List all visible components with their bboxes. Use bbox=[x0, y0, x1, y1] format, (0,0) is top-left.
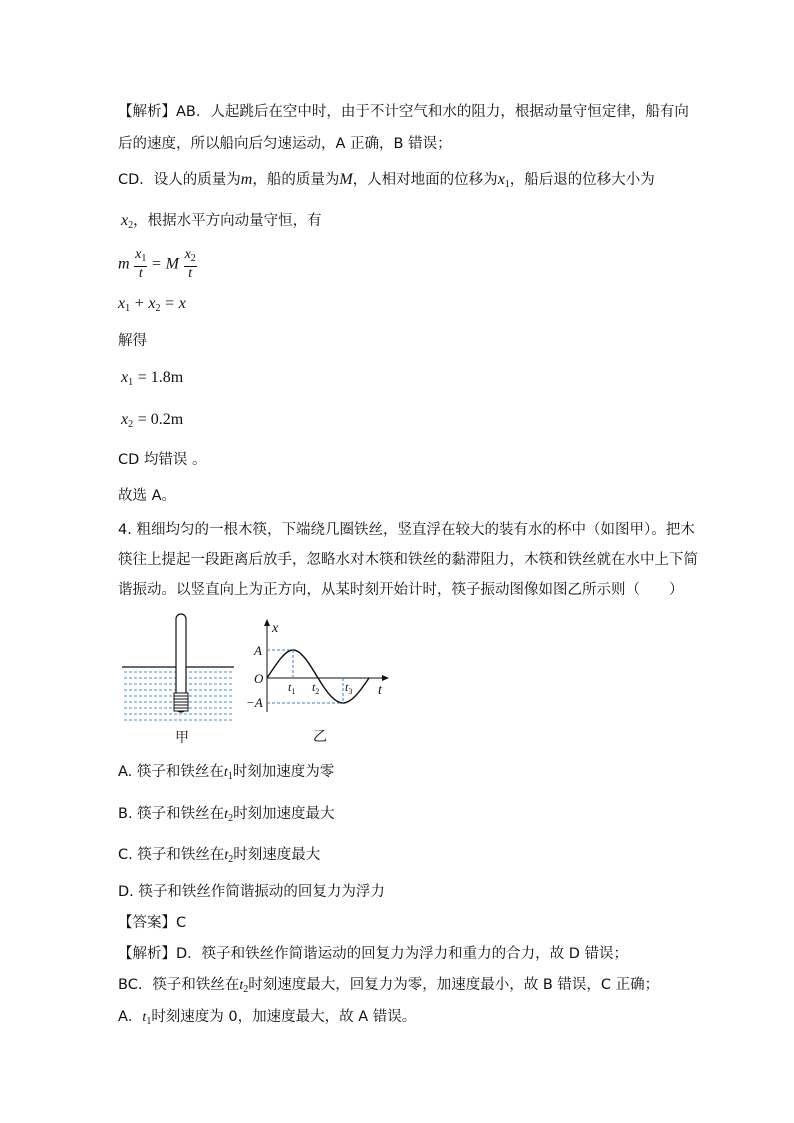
option-b-sub: 2 bbox=[228, 813, 234, 824]
analysis-ab-line-1 bbox=[118, 102, 689, 122]
result-x1 bbox=[121, 368, 183, 393]
option-d[interactable]: D. 筷子和铁丝作简谐振动的回复力为浮力 bbox=[118, 884, 385, 900]
eq2-b-base: x bbox=[148, 295, 156, 312]
result-x2-base: x bbox=[121, 411, 129, 428]
cd-text-a: CD．设人的质量为 bbox=[118, 172, 241, 188]
solve-label: 解得 bbox=[118, 333, 147, 349]
analysis-bc-sub: 2 bbox=[243, 984, 249, 995]
result-x2 bbox=[121, 410, 183, 435]
equation-sum bbox=[118, 294, 186, 319]
var-x1 bbox=[498, 171, 510, 188]
option-b-post: 时刻加速度最大 bbox=[233, 806, 335, 822]
analysis-bc-t: t bbox=[239, 978, 244, 993]
option-b-time bbox=[224, 807, 233, 822]
t2-base: t bbox=[312, 680, 316, 694]
label-A: A bbox=[254, 643, 262, 658]
x2-tail-text: ，根据水平方向动量守恒，有 bbox=[133, 213, 322, 229]
option-c-pre: C. 筷子和铁丝在 bbox=[118, 847, 225, 863]
result-x1-base: x bbox=[121, 369, 129, 386]
result-x1-var bbox=[121, 369, 133, 386]
option-a-pre: A. 筷子和铁丝在 bbox=[118, 764, 224, 780]
eq2-plus: + bbox=[134, 295, 144, 312]
eq2-a-base: x bbox=[118, 295, 126, 312]
t1-sub: 1 bbox=[291, 687, 296, 696]
result-x1-sub: 1 bbox=[128, 377, 134, 388]
t3-sub: 3 bbox=[348, 687, 353, 696]
result-x2-sub: 2 bbox=[128, 419, 134, 430]
choose-line: 故选 A。 bbox=[118, 488, 177, 504]
label-t3 bbox=[345, 680, 352, 696]
var-x2-sub: 2 bbox=[128, 220, 134, 231]
eq1-frac-2 bbox=[184, 248, 197, 281]
eq2-b bbox=[148, 295, 160, 312]
eq1-equals: = bbox=[152, 255, 162, 273]
eq1-frac-1 bbox=[134, 248, 147, 281]
var-m: m bbox=[240, 171, 253, 188]
analysis-cd-line bbox=[118, 170, 655, 195]
analysis-a-t: t bbox=[142, 1010, 147, 1025]
analysis-ab-text-1: AB．人起跳后在空中时，由于不计空气和水的阻力，根据动量守恒定律，船有向 bbox=[176, 104, 689, 120]
var-x2 bbox=[121, 212, 133, 229]
equation-momentum bbox=[118, 248, 197, 281]
option-c-t: t bbox=[224, 848, 229, 863]
option-a-time bbox=[224, 765, 233, 780]
var-M: M bbox=[339, 171, 353, 188]
q4-stem-line-2: 筷往上提起一段距离后放手，忽略水对木筷和铁丝的黏滞阻力，木筷和铁丝就在水中上下简 bbox=[118, 552, 698, 568]
label-t2 bbox=[312, 680, 319, 696]
t-axis-arrowhead bbox=[382, 675, 389, 681]
eq1-num2: x bbox=[184, 247, 191, 262]
figure-yi bbox=[245, 616, 395, 744]
option-c[interactable] bbox=[118, 845, 320, 870]
eq1-m: m bbox=[118, 255, 130, 273]
option-c-post: 时刻速度最大 bbox=[233, 847, 321, 863]
answer-line: 【答案】C bbox=[118, 915, 187, 931]
figure-yi-label: 乙 bbox=[313, 730, 327, 744]
analysis-bc-pre: BC．筷子和铁丝在 bbox=[118, 977, 240, 993]
eq1-num1: x bbox=[135, 247, 142, 262]
analysis-ab-line-2: 后的速度，所以船向后匀速运动，A 正确，B 错误； bbox=[118, 136, 452, 152]
analysis-a-time bbox=[142, 1010, 151, 1025]
cd-wrong-line: CD 均错误 。 bbox=[118, 452, 207, 468]
t3-base: t bbox=[345, 680, 349, 694]
eq1-den2: t bbox=[188, 266, 193, 281]
analysis-bc-post: 时刻速度最大，回复力为零，加速度最小，故 B 错误，C 正确； bbox=[248, 977, 660, 993]
var-x2-base: x bbox=[121, 212, 129, 229]
analysis-bc-time bbox=[239, 978, 248, 993]
eq2-c: x bbox=[178, 295, 186, 312]
eq1-num2-sub: 2 bbox=[190, 253, 196, 264]
var-x1-base: x bbox=[497, 171, 505, 188]
figure-jia-label: 甲 bbox=[175, 731, 189, 746]
cd-text-c: ，人相对地面的位移为 bbox=[352, 172, 498, 188]
analysis-label: 【解析】 bbox=[118, 104, 176, 120]
analysis-a-sub: 1 bbox=[146, 1016, 152, 1027]
option-b-pre: B. 筷子和铁丝在 bbox=[118, 806, 225, 822]
option-c-time bbox=[224, 848, 233, 863]
iron-wire-coil bbox=[174, 693, 188, 711]
result-x2-var bbox=[121, 411, 133, 428]
t2-sub: 2 bbox=[315, 687, 320, 696]
analysis-a-pre: A． bbox=[118, 1009, 143, 1025]
eq2-equals: = bbox=[165, 295, 175, 312]
cd-text-b: ，船的质量为 bbox=[252, 172, 340, 188]
eq1-M: M bbox=[165, 255, 179, 273]
axis-t-label: t bbox=[378, 683, 382, 698]
var-x1-sub: 1 bbox=[504, 179, 510, 190]
x2-line bbox=[121, 211, 322, 236]
eq2-a-sub: 1 bbox=[125, 303, 131, 314]
analysis-d-line: 【解析】D．筷子和铁丝作简谐运动的回复力为浮力和重力的合力，故 D 错误； bbox=[118, 946, 629, 962]
axis-x-label: x bbox=[272, 621, 279, 636]
eq1-frac-2-num bbox=[184, 248, 197, 267]
eq1-den1: t bbox=[138, 266, 143, 281]
option-a-post: 时刻加速度为零 bbox=[232, 764, 335, 780]
analysis-a-post: 时刻速度为 0，加速度最大，故 A 错误。 bbox=[151, 1009, 417, 1025]
x-axis-arrowhead bbox=[264, 619, 270, 626]
result-x2-value: = 0.2m bbox=[137, 411, 184, 428]
option-a-sub: 1 bbox=[227, 771, 233, 782]
option-a[interactable] bbox=[118, 762, 334, 787]
q4-stem-line-3: 谐振动。以竖直向上为正方向，从某时刻开始计时，筷子振动图像如图乙所示则（ ） bbox=[118, 582, 684, 598]
eq1-frac-1-num bbox=[134, 248, 147, 267]
result-x1-value: = 1.8m bbox=[137, 369, 184, 386]
eq2-a bbox=[118, 295, 130, 312]
eq1-num1-sub: 1 bbox=[141, 253, 147, 264]
q4-stem-line-1: 4. 粗细均匀的一根木筷，下端绕几圈铁丝，竖直浮在较大的装有水的杯中（如图甲）。把木 bbox=[118, 522, 695, 538]
analysis-bc-line bbox=[118, 975, 659, 1000]
option-b-t: t bbox=[224, 807, 229, 822]
label-negA: −A bbox=[246, 695, 263, 710]
option-c-sub: 2 bbox=[228, 854, 234, 865]
analysis-a-line bbox=[118, 1007, 416, 1032]
t1-base: t bbox=[288, 680, 292, 694]
option-a-t: t bbox=[223, 765, 228, 780]
option-b[interactable] bbox=[118, 804, 335, 829]
eq2-b-sub: 2 bbox=[155, 303, 161, 314]
figure-jia bbox=[118, 610, 238, 746]
cd-text-d: ，船后退的位移大小为 bbox=[509, 172, 655, 188]
label-origin: O bbox=[254, 671, 264, 686]
label-t1 bbox=[288, 680, 295, 696]
